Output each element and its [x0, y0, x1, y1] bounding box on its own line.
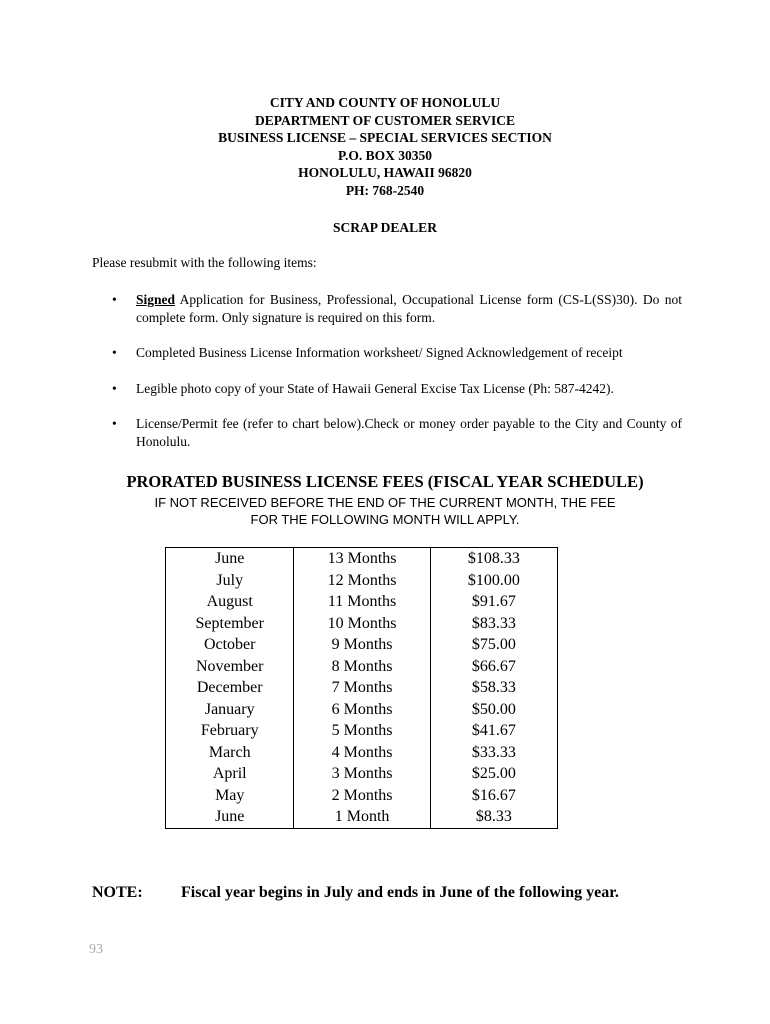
fees-table-body — [166, 548, 558, 829]
fee-duration-cell: 5 Months — [294, 720, 430, 742]
emphasis-signed: Signed — [136, 292, 176, 307]
fee-duration-cell: 9 Months — [294, 634, 430, 656]
list-item — [112, 344, 682, 362]
fee-amount-cell: $108.33 — [430, 548, 557, 570]
fee-duration-cell: 1 Month — [294, 806, 430, 828]
fee-amount-cell: $41.67 — [430, 720, 557, 742]
table-row — [166, 720, 558, 742]
fee-amount-cell: $66.67 — [430, 656, 557, 678]
fee-amount-cell: $25.00 — [430, 763, 557, 785]
fee-amount-cell: $33.33 — [430, 742, 557, 764]
fee-amount-cell: $75.00 — [430, 634, 557, 656]
list-item-text: Application for Business, Professional, Occupational License form (CS-L(SS)30). Do not complete form. Only signature is required on this form. — [136, 292, 682, 325]
fee-amount-cell: $50.00 — [430, 699, 557, 721]
header-line-department: DEPARTMENT OF CUSTOMER SERVICE — [255, 112, 515, 128]
header-line-section: BUSINESS LICENSE – SPECIAL SERVICES SECTION — [218, 130, 552, 146]
fee-amount-cell: $58.33 — [430, 677, 557, 699]
fee-month-cell: April — [166, 763, 294, 785]
fee-amount-cell: $8.33 — [430, 806, 557, 828]
fee-month-cell: January — [166, 699, 294, 721]
header-line-address: HONOLULU, HAWAII 96820 — [298, 165, 472, 181]
table-row — [166, 570, 558, 592]
fee-duration-cell: 7 Months — [294, 677, 430, 699]
table-row — [166, 806, 558, 828]
fee-amount-cell: $91.67 — [430, 591, 557, 613]
fee-duration-cell: 2 Months — [294, 785, 430, 807]
table-row — [166, 634, 558, 656]
fee-duration-cell: 10 Months — [294, 613, 430, 635]
fee-amount-cell: $83.33 — [430, 613, 557, 635]
table-row — [166, 613, 558, 635]
header-line-pobox: P.O. BOX 30350 — [337, 147, 432, 163]
table-row — [166, 699, 558, 721]
fees-subtitle-line1: IF NOT RECEIVED BEFORE THE END OF THE CURRENT MONTH, THE FEE — [154, 495, 616, 510]
table-row — [166, 785, 558, 807]
fee-month-cell: October — [166, 634, 294, 656]
table-row — [166, 548, 558, 570]
document-title: SCRAP DEALER — [333, 220, 437, 235]
fee-month-cell: September — [166, 613, 294, 635]
fee-amount-cell: $16.67 — [430, 785, 557, 807]
list-item — [112, 291, 682, 326]
note — [92, 884, 619, 902]
fees-table — [165, 547, 558, 829]
note-text: Fiscal year begins in July and ends in June of the following year. — [181, 884, 619, 901]
fee-month-cell: July — [166, 570, 294, 592]
table-row — [166, 677, 558, 699]
fee-month-cell: June — [166, 806, 294, 828]
list-item-text: License/Permit fee (refer to chart below).Check or money order payable to the City and County of Honolulu. — [136, 416, 682, 449]
list-item — [112, 415, 682, 450]
fees-title: PRORATED BUSINESS LICENSE FEES (FISCAL YEAR SCHEDULE) — [126, 472, 644, 491]
page-number: 93 — [89, 942, 103, 957]
fee-month-cell: February — [166, 720, 294, 742]
table-row — [166, 656, 558, 678]
fee-month-cell: August — [166, 591, 294, 613]
intro-text: Please resubmit with the following items: — [92, 255, 317, 270]
fee-amount-cell: $100.00 — [430, 570, 557, 592]
fee-month-cell: May — [166, 785, 294, 807]
fee-month-cell: December — [166, 677, 294, 699]
fee-duration-cell: 3 Months — [294, 763, 430, 785]
fee-duration-cell: 8 Months — [294, 656, 430, 678]
fee-duration-cell: 4 Months — [294, 742, 430, 764]
letterhead — [0, 94, 770, 200]
table-row — [166, 591, 558, 613]
fee-month-cell: June — [166, 548, 294, 570]
list-item-text: Completed Business License Information worksheet/ Signed Acknowledgement of receipt — [136, 345, 623, 361]
required-items-list — [112, 291, 682, 469]
table-row — [166, 742, 558, 764]
list-item — [112, 380, 682, 398]
table-row — [166, 763, 558, 785]
header-line-city: CITY AND COUNTY OF HONOLULU — [269, 95, 501, 110]
fees-subtitle — [0, 494, 770, 528]
header-line-phone: PH: 768-2540 — [345, 182, 425, 198]
list-item-text: Legible photo copy of your State of Hawaii General Excise Tax License (Ph: 587-4242). — [136, 380, 614, 396]
fee-duration-cell: 12 Months — [294, 570, 430, 592]
fee-duration-cell: 13 Months — [294, 548, 430, 570]
fees-subtitle-line2: FOR THE FOLLOWING MONTH WILL APPLY. — [250, 512, 520, 527]
fee-month-cell: November — [166, 656, 294, 678]
fee-duration-cell: 11 Months — [294, 591, 430, 613]
note-label: NOTE: — [92, 884, 143, 901]
fee-month-cell: March — [166, 742, 294, 764]
fee-duration-cell: 6 Months — [294, 699, 430, 721]
